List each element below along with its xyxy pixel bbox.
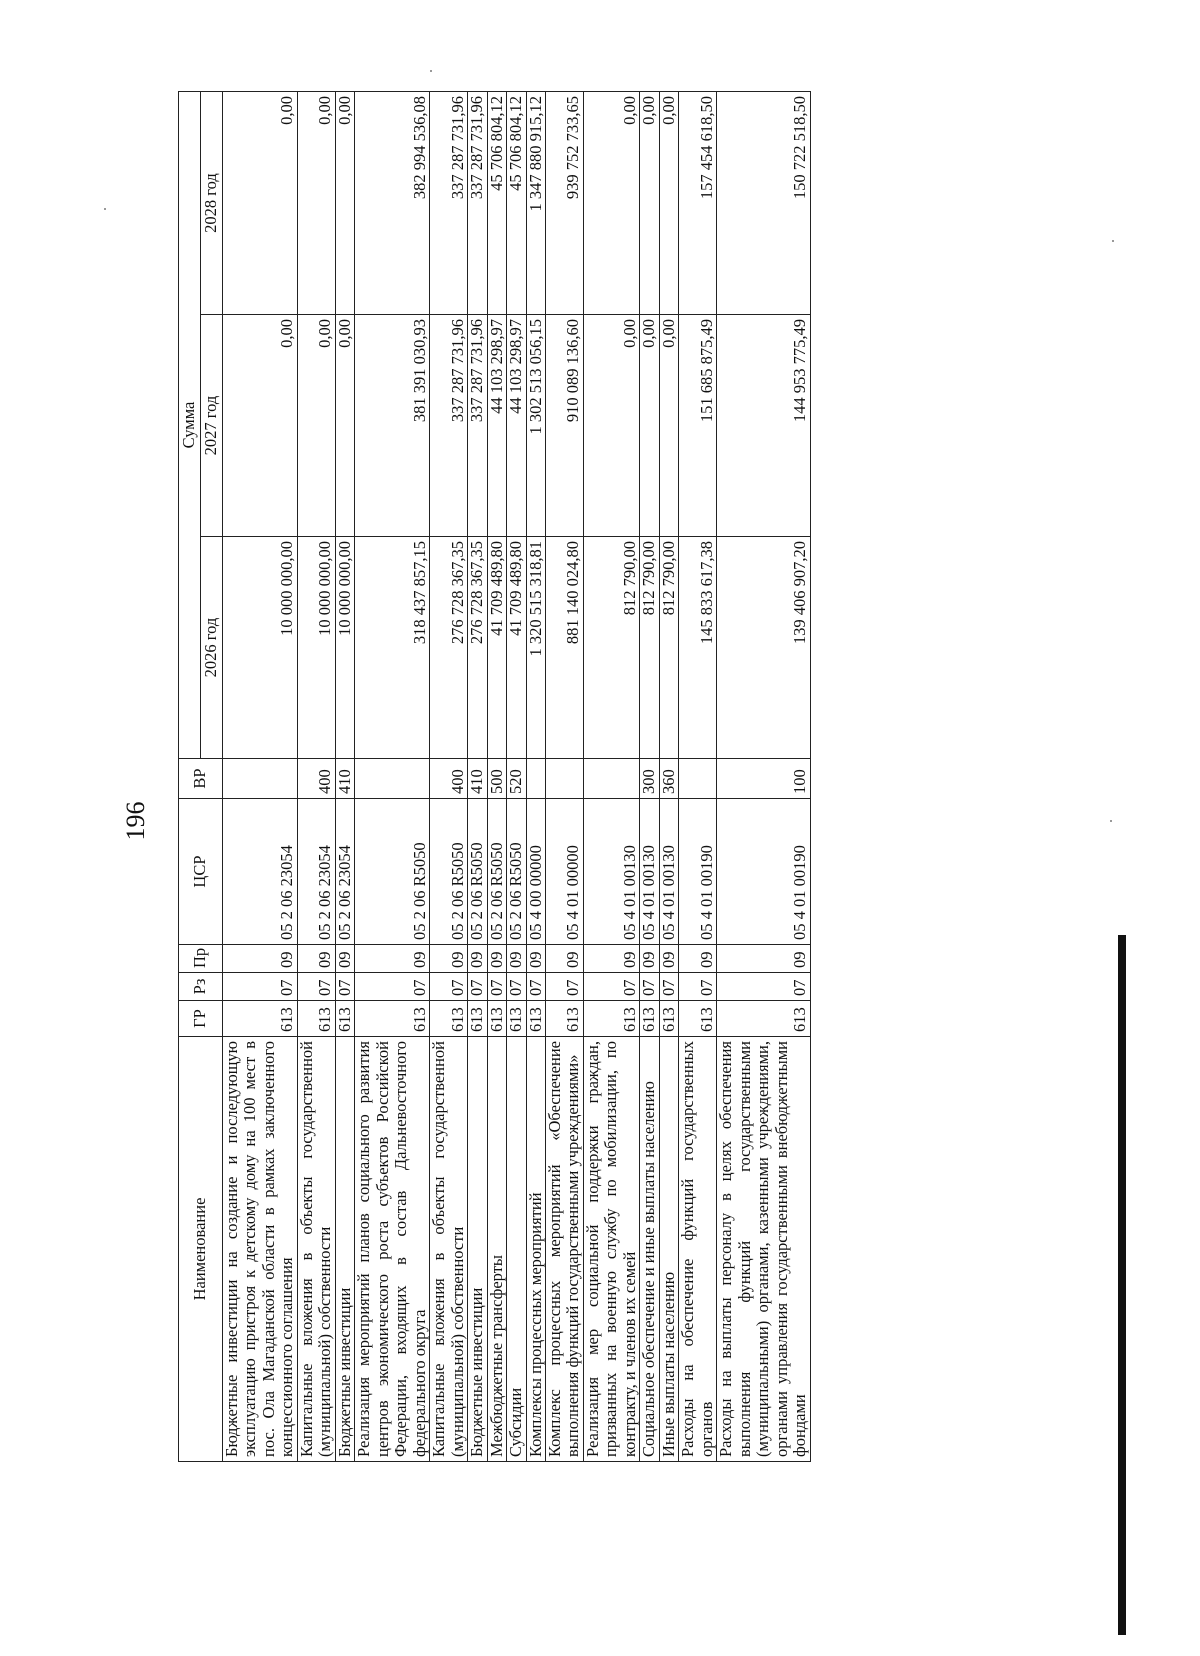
cell-2026: 1 320 515 318,81 <box>526 537 545 759</box>
cell-2028: 0,00 <box>659 92 678 315</box>
cell-2027: 151 685 875,49 <box>679 315 717 537</box>
cell-pr: 09 <box>659 945 678 973</box>
cell-rz: 07 <box>545 973 583 1001</box>
cell-csr: 05 4 01 00000 <box>545 799 583 945</box>
cell-rz: 07 <box>297 973 335 1001</box>
cell-gr: 613 <box>223 1001 298 1037</box>
cell-2028: 382 994 536,08 <box>355 92 430 315</box>
cell-2028: 0,00 <box>223 92 298 315</box>
cell-vr <box>526 759 545 799</box>
table-row <box>335 92 354 1462</box>
cell-pr: 09 <box>335 945 354 973</box>
cell-2027: 144 953 775,49 <box>717 315 810 537</box>
cell-csr: 05 4 01 00190 <box>679 799 717 945</box>
cell-rz: 07 <box>717 973 810 1001</box>
cell-vr: 300 <box>640 759 659 799</box>
scan-speck <box>1112 240 1114 242</box>
scan-speck <box>104 208 106 210</box>
cell-pr: 09 <box>223 945 298 973</box>
cell-rz: 07 <box>468 973 487 1001</box>
rotated-table-wrapper <box>178 92 1138 1462</box>
cell-2026: 812 790,00 <box>659 537 678 759</box>
cell-vr: 360 <box>659 759 678 799</box>
cell-rz: 07 <box>640 973 659 1001</box>
header-pr: Пр <box>179 945 223 973</box>
table-row <box>659 92 678 1462</box>
cell-gr: 613 <box>583 1001 639 1037</box>
cell-2028: 150 722 518,50 <box>717 92 810 315</box>
cell-gr: 613 <box>659 1001 678 1037</box>
cell-2027: 0,00 <box>640 315 659 537</box>
header-year-2027: 2027 год <box>201 315 223 537</box>
cell-name: Расходы на выплаты персоналу в целях обеспечения выполнения функций государственными (муниципальными) органами, казенными учреждениями, органами управления государственными внебюджетными фондами <box>717 1037 810 1462</box>
cell-pr: 09 <box>487 945 506 973</box>
cell-name: Капитальные вложения в объекты государственной (муниципальной) собственности <box>297 1037 335 1462</box>
cell-csr: 05 2 06 23054 <box>297 799 335 945</box>
cell-2028: 1 347 880 915,12 <box>526 92 545 315</box>
cell-name: Социальное обеспечение и иные выплаты населению <box>640 1037 659 1462</box>
cell-rz: 07 <box>430 973 468 1001</box>
cell-2028: 337 287 731,96 <box>430 92 468 315</box>
cell-2026: 276 728 367,35 <box>468 537 487 759</box>
cell-rz: 07 <box>223 973 298 1001</box>
cell-2026: 812 790,00 <box>583 537 639 759</box>
header-rz: Рз <box>179 973 223 1001</box>
cell-2027: 910 089 136,60 <box>545 315 583 537</box>
cell-name: Иные выплаты населению <box>659 1037 678 1462</box>
cell-csr: 05 2 06 R5050 <box>355 799 430 945</box>
cell-2026: 41 709 489,80 <box>487 537 506 759</box>
header-gr: ГР <box>179 1001 223 1037</box>
cell-vr <box>679 759 717 799</box>
table-row <box>640 92 659 1462</box>
cell-csr: 05 2 06 R5050 <box>430 799 468 945</box>
cell-gr: 613 <box>679 1001 717 1037</box>
cell-2027: 337 287 731,96 <box>468 315 487 537</box>
header-csr: ЦСР <box>179 799 223 945</box>
cell-2026: 10 000 000,00 <box>223 537 298 759</box>
scan-speck <box>430 70 432 72</box>
cell-csr: 05 4 01 00130 <box>640 799 659 945</box>
cell-2026: 145 833 617,38 <box>679 537 717 759</box>
scan-edge-bar <box>1118 935 1126 1635</box>
cell-gr: 613 <box>297 1001 335 1037</box>
cell-2028: 0,00 <box>583 92 639 315</box>
cell-name: Расходы на обеспечение функций государственных органов <box>679 1037 717 1462</box>
cell-csr: 05 4 01 00130 <box>583 799 639 945</box>
table-row <box>545 92 583 1462</box>
cell-2027: 1 302 513 056,15 <box>526 315 545 537</box>
cell-2027: 337 287 731,96 <box>430 315 468 537</box>
cell-2027: 44 103 298,97 <box>487 315 506 537</box>
cell-2026: 812 790,00 <box>640 537 659 759</box>
cell-gr: 613 <box>355 1001 430 1037</box>
cell-gr: 613 <box>430 1001 468 1037</box>
cell-2026: 276 728 367,35 <box>430 537 468 759</box>
cell-rz: 07 <box>355 973 430 1001</box>
table-row <box>717 92 810 1462</box>
cell-rz: 07 <box>526 973 545 1001</box>
table-row <box>297 92 335 1462</box>
cell-vr: 410 <box>468 759 487 799</box>
cell-csr: 05 4 01 00130 <box>659 799 678 945</box>
cell-pr: 09 <box>679 945 717 973</box>
table-row <box>679 92 717 1462</box>
cell-name: Субсидии <box>507 1037 526 1462</box>
cell-2028: 45 706 804,12 <box>507 92 526 315</box>
cell-vr <box>545 759 583 799</box>
table-body <box>223 92 811 1462</box>
table-row <box>223 92 298 1462</box>
cell-csr: 05 4 01 00190 <box>717 799 810 945</box>
table-row <box>355 92 430 1462</box>
cell-name: Бюджетные инвестиции на создание и последующую эксплуатацию пристроя к детскому дому на 100 мест в пос. Ола Магаданской области в рамках заключенного концессионного соглашения <box>223 1037 298 1462</box>
cell-2027: 0,00 <box>223 315 298 537</box>
cell-pr: 09 <box>468 945 487 973</box>
cell-rz: 07 <box>679 973 717 1001</box>
cell-csr: 05 2 06 23054 <box>335 799 354 945</box>
cell-pr: 09 <box>430 945 468 973</box>
cell-pr: 09 <box>355 945 430 973</box>
cell-2027: 0,00 <box>583 315 639 537</box>
cell-name: Реализация мер социальной поддержки граждан, призванных на военную службу по мобилизации, по контракту, и членов их семей <box>583 1037 639 1462</box>
table-row <box>487 92 506 1462</box>
cell-vr: 410 <box>335 759 354 799</box>
cell-pr: 09 <box>545 945 583 973</box>
cell-rz: 07 <box>583 973 639 1001</box>
header-year-2026: 2026 год <box>201 537 223 759</box>
cell-name: Бюджетные инвестиции <box>335 1037 354 1462</box>
cell-vr <box>223 759 298 799</box>
cell-vr: 400 <box>430 759 468 799</box>
cell-pr: 09 <box>297 945 335 973</box>
cell-gr: 613 <box>487 1001 506 1037</box>
cell-2026: 10 000 000,00 <box>297 537 335 759</box>
cell-vr: 400 <box>297 759 335 799</box>
cell-gr: 613 <box>640 1001 659 1037</box>
cell-2028: 337 287 731,96 <box>468 92 487 315</box>
cell-name: Комплекс процессных мероприятий «Обеспечение выполнения функций государственными учреждениями» <box>545 1037 583 1462</box>
cell-vr: 500 <box>487 759 506 799</box>
cell-rz: 07 <box>659 973 678 1001</box>
cell-2027: 0,00 <box>297 315 335 537</box>
cell-pr: 09 <box>583 945 639 973</box>
header-year-2028: 2028 год <box>201 92 223 315</box>
header-sum: Сумма <box>179 92 201 759</box>
cell-pr: 09 <box>507 945 526 973</box>
cell-2027: 381 391 030,93 <box>355 315 430 537</box>
cell-2026: 881 140 024,80 <box>545 537 583 759</box>
cell-2027: 44 103 298,97 <box>507 315 526 537</box>
cell-2026: 139 406 907,20 <box>717 537 810 759</box>
table-row <box>583 92 639 1462</box>
cell-2028: 0,00 <box>335 92 354 315</box>
cell-pr: 09 <box>717 945 810 973</box>
cell-2026: 10 000 000,00 <box>335 537 354 759</box>
cell-gr: 613 <box>468 1001 487 1037</box>
budget-table <box>178 91 811 1462</box>
cell-2026: 41 709 489,80 <box>507 537 526 759</box>
cell-name: Капитальные вложения в объекты государственной (муниципальной) собственности <box>430 1037 468 1462</box>
cell-name: Комплексы процессных мероприятий <box>526 1037 545 1462</box>
cell-2028: 45 706 804,12 <box>487 92 506 315</box>
cell-name: Реализация мероприятий планов социального развития центров экономического роста субъектов Российской Федерации, входящих в состав Дальневосточного федерального округа <box>355 1037 430 1462</box>
scan-speck <box>1110 820 1112 822</box>
cell-csr: 05 2 06 R5050 <box>487 799 506 945</box>
cell-csr: 05 2 06 R5050 <box>507 799 526 945</box>
table-row <box>430 92 468 1462</box>
cell-rz: 07 <box>507 973 526 1001</box>
cell-2028: 157 454 618,50 <box>679 92 717 315</box>
cell-csr: 05 2 06 R5050 <box>468 799 487 945</box>
cell-gr: 613 <box>526 1001 545 1037</box>
cell-csr: 05 4 00 00000 <box>526 799 545 945</box>
cell-2028: 0,00 <box>640 92 659 315</box>
cell-gr: 613 <box>545 1001 583 1037</box>
cell-2027: 0,00 <box>659 315 678 537</box>
table-row <box>468 92 487 1462</box>
cell-rz: 07 <box>335 973 354 1001</box>
cell-pr: 09 <box>640 945 659 973</box>
cell-csr: 05 2 06 23054 <box>223 799 298 945</box>
cell-vr: 520 <box>507 759 526 799</box>
cell-rz: 07 <box>487 973 506 1001</box>
table-row <box>526 92 545 1462</box>
page-number: 196 <box>121 801 150 841</box>
cell-vr <box>355 759 430 799</box>
header-vr: ВР <box>179 759 223 799</box>
cell-pr: 09 <box>526 945 545 973</box>
cell-2028: 0,00 <box>297 92 335 315</box>
header-name: Наименование <box>179 1037 223 1462</box>
cell-2027: 0,00 <box>335 315 354 537</box>
cell-gr: 613 <box>335 1001 354 1037</box>
cell-2026: 318 437 857,15 <box>355 537 430 759</box>
cell-name: Бюджетные инвестиции <box>468 1037 487 1462</box>
table-row <box>507 92 526 1462</box>
cell-2028: 939 752 733,65 <box>545 92 583 315</box>
cell-gr: 613 <box>717 1001 810 1037</box>
cell-vr: 100 <box>717 759 810 799</box>
cell-gr: 613 <box>507 1001 526 1037</box>
cell-vr <box>583 759 639 799</box>
cell-name: Межбюджетные трансферты <box>487 1037 506 1462</box>
